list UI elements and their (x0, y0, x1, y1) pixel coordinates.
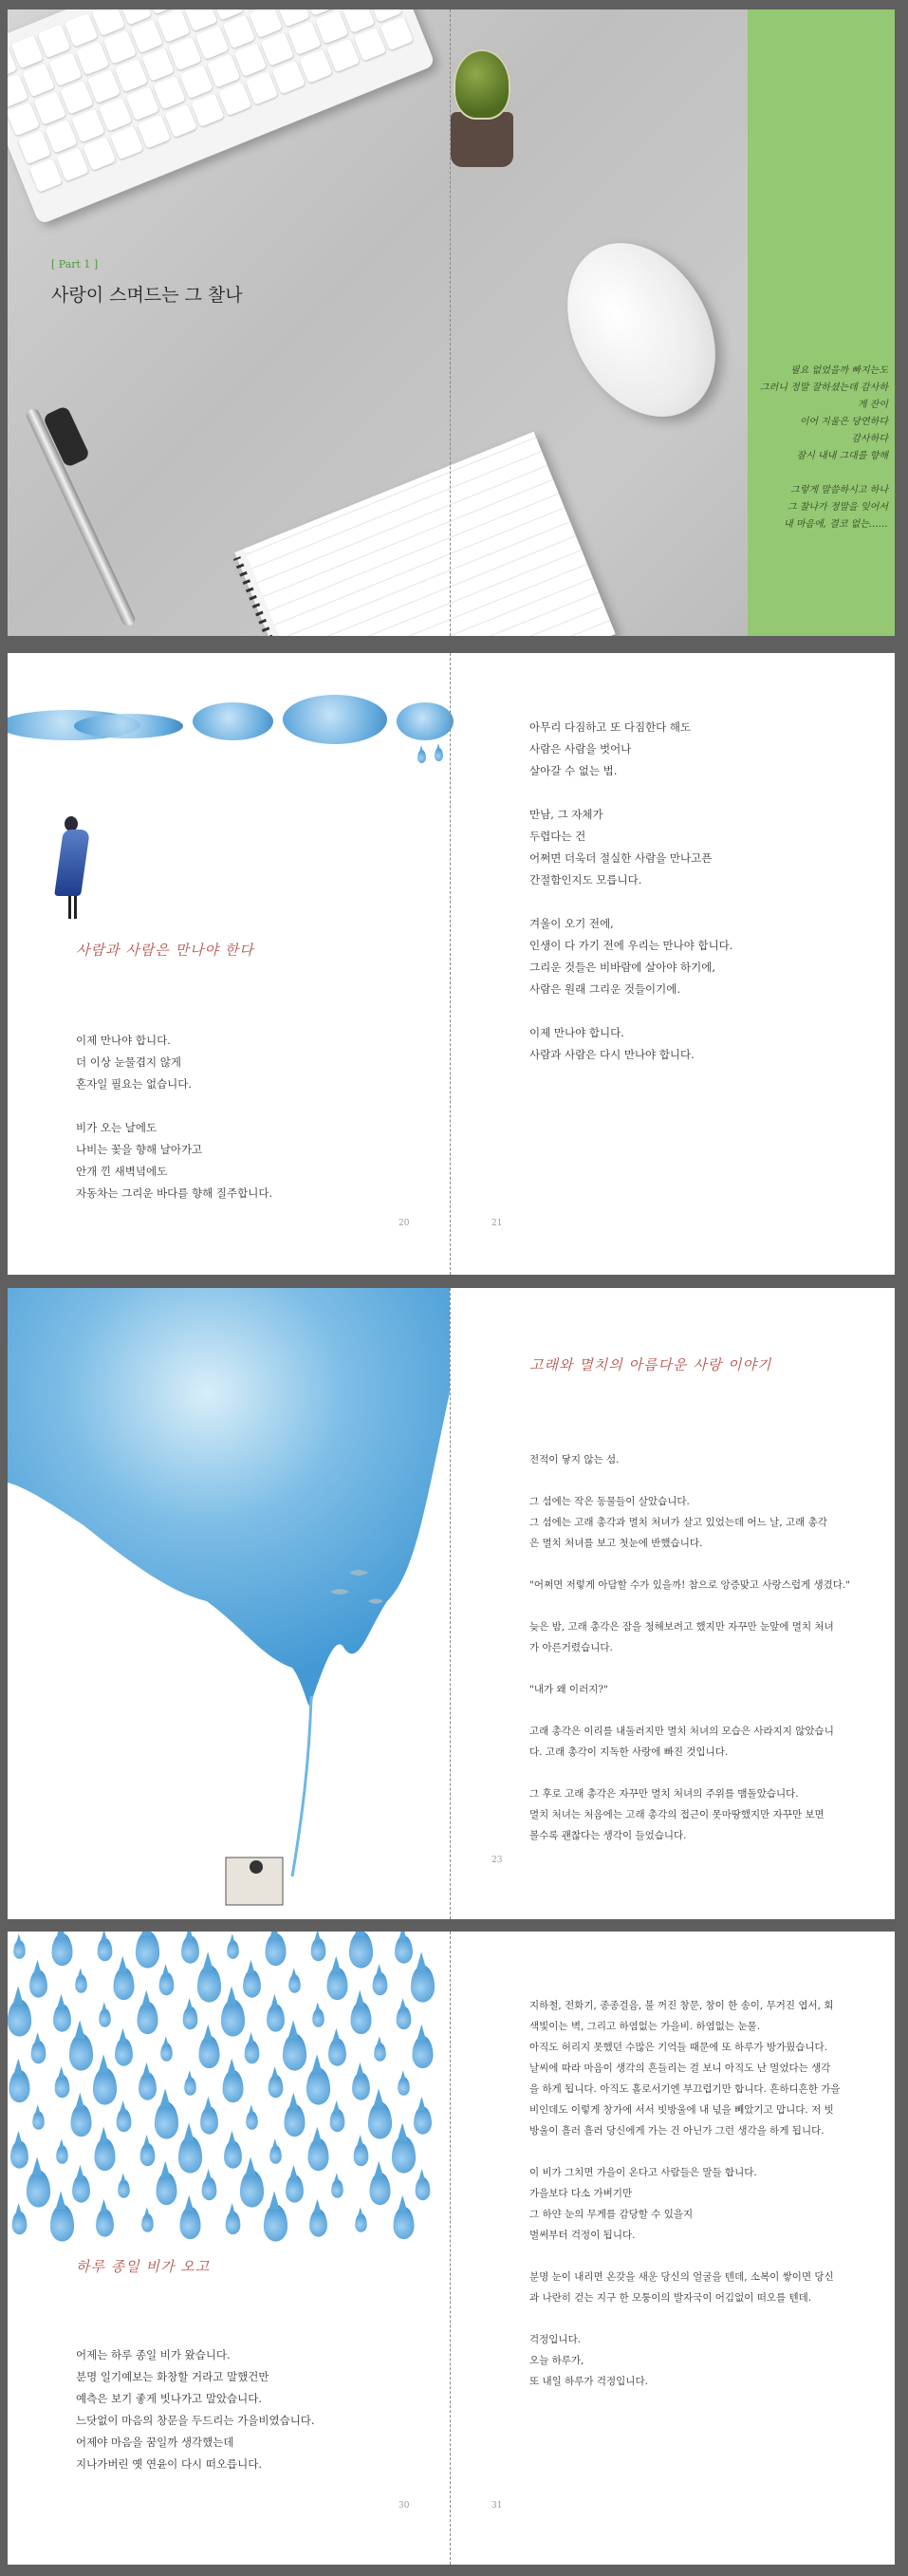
spread-part-opener (8, 9, 895, 636)
raindrop-icon (69, 2033, 93, 2070)
cactus-pot (451, 112, 513, 167)
page-fold-line (450, 653, 451, 1275)
raindrop-icon (53, 2004, 71, 2031)
chapter-title: 하루 종일 비가 오고 (76, 2258, 211, 2275)
raindrop-icon (72, 2175, 90, 2202)
raindrop-icon (416, 2177, 431, 2201)
raindrop-icon (269, 2075, 284, 2099)
raindrop-icon (331, 2179, 343, 2198)
raindrop-icon (139, 2072, 157, 2100)
page-fold-line (450, 9, 451, 636)
spread-people-must-meet (8, 653, 895, 1275)
page-fold-line (450, 1288, 451, 1919)
raindrop-icon (93, 2067, 117, 2104)
left-page-text: 이제 만나야 합니다. 더 이상 눈물겹지 않게 혼자일 필요는 없습니다. 비가 오는 날에도 나비는 꽃을 향해 날아가고 안개 낀 새벽녘에도 자동차는 그리운 바다를 향해 질주합니다. (76, 1034, 273, 1200)
raindrop-icon (264, 2204, 287, 2241)
raindrop-icon (181, 1935, 199, 1963)
raindrop-icon (307, 2138, 328, 2171)
raindrop-icon (392, 2136, 416, 2173)
raindrop-icon (246, 2111, 258, 2130)
spread-whale-anchovy (8, 1288, 895, 1919)
raindrop-icon (226, 2212, 241, 2235)
raindrop-icon (12, 2212, 28, 2235)
raindrop-icon (243, 1969, 261, 1997)
raindrop-icon (202, 2177, 217, 2201)
raindrop-icon (156, 2173, 176, 2205)
raindrop-icon (368, 2101, 392, 2138)
page-number-right: 23 (491, 1856, 503, 1865)
raindrop-icon (309, 2209, 327, 2236)
raindrop-icon (393, 2207, 414, 2239)
raindrop-icon (10, 2140, 28, 2168)
raindrop-icon (51, 1933, 72, 1966)
raindrop-icon (374, 2043, 386, 2062)
raindrop-icon (222, 2070, 243, 2102)
raindrop-icon (75, 1974, 87, 1993)
raindrop-icon (98, 1938, 113, 1962)
raindrop-icon (328, 2038, 346, 2065)
part-title: 사랑이 스며드는 그 찰나 (51, 285, 243, 306)
page-number-right: 21 (491, 1219, 503, 1228)
raindrop-icon (184, 2077, 196, 2096)
raindrop-icon (240, 2170, 264, 2207)
right-page-text: 지하철, 전화기, 종종걸음, 불 꺼진 창문, 창이 한 송이, 무거진 엽서, 회 색빛이는 벽, 그리고 하염없는 가을비. 하염없는 눈물. 아직도 허리지 못했던 수많은 기억들 때문에 또 하루가 방가웠습니다. 날씨에 따라 마음이 생각의 흔들리는 걸 보니 아직도 난 멀었다는 생각 을 하게 됩니다. 아직도 홀로서기엔 부끄럽기만 합니다. 흔하디흔한 가을 비인데도 이렇게 창가에 서서 빗방울에 내 넋을 빼았기고 맙니다. 저 빗 방울이 흘러 흘러 당신에게 가는 건 아닌가 그런 생각을 하게 됩니다. 이 비가 그치면 가을이 온다고 사람들은 말들 합니다. 가을보다 다소 가벼기만 그 하얀 눈의 무게를 감당할 수 있을지 벌써부터 걱정이 됩니다. 분명 눈이 내리면 온갖을 새운 당신의 얼굴을 텐데, 소복이 쌓이면 당신 과 나란히 걷는 지구 한 모퉁이의 발자국이 어김없이 떠오를 텐데. 걱정입니다. 오늘 하루가, 또 내일 하루가 걱정입니다. (529, 2000, 841, 2387)
raindrop-icon (288, 1974, 301, 1993)
cloud-illustration (193, 702, 273, 740)
raindrop-icon (117, 2109, 132, 2133)
raindrop-icon (200, 2106, 218, 2134)
raindrop-icon (411, 1965, 435, 2002)
raindrop-icon (373, 1972, 388, 1996)
raindrop-icon (113, 1968, 134, 2000)
page-number-left: 30 (398, 2501, 410, 2511)
raindrop-icon (197, 1965, 221, 2002)
cactus-photo (454, 49, 510, 120)
raindrop-icon (245, 2041, 260, 2064)
mouse-photo (538, 216, 746, 443)
chapter-title: 사람과 사람은 만나야 한다 (76, 942, 254, 959)
raindrop-icon (330, 2109, 345, 2133)
raindrop-icon (312, 2008, 324, 2027)
raindrop-icon (395, 1935, 413, 1963)
raindrop-icon (350, 2002, 371, 2034)
right-page-text: 전적이 닿지 않는 섬. 그 섬에는 작은 동물들이 살았습니다. 그 섬에는 고래 총각과 멸치 처녀가 살고 있었는데 어느 날, 고래 총각 은 멸치 처녀를 보고 첫눈에 반했습니다. "어쩌면 저렇게 아담할 수가 있을까! 참으로 앙증맞고 사랑스럽게 생겼다." 늦은 밤, 고래 총각은 잠을 청해보려고 했지만 자꾸만 눈앞에 멸치 처녀 가 아른거렸습니다. "내가 왜 이러지?" 고래 총각은 이리를 내둘러지만 멸치 처녀의 모습은 사라지지 않았습니 다. 고래 총각이 지독한 사랑에 빠진 것입니다. 그 후로 고래 총각은 자꾸만 멸치 처녀의 주위를 맴돌았습니다. 멸치 처녀는 처음에는 고래 총각의 접근이 못마땅했지만 자꾸만 보면 볼수록 괜찮다는 생각이 들었습니다. (529, 1454, 851, 1841)
raindrop-icon (311, 1938, 326, 1962)
page-fold-line (450, 1932, 451, 2565)
raindrop-icon (137, 2002, 158, 2034)
raindrop-icon (283, 2033, 306, 2070)
raindrop-icon (55, 2075, 70, 2099)
cloud-illustration (74, 714, 183, 738)
notebook-photo (234, 432, 615, 636)
raindrop-icon (140, 2143, 156, 2167)
chapter-title: 고래와 멸치의 아름다운 사랑 이야기 (529, 1356, 772, 1373)
raindrop-icon (99, 2008, 111, 2027)
cloaked-figure-illustration (59, 816, 83, 921)
handwritten-note: 필요 없었을까 빠지는도 그러니 정말 잘하셨는데 감사하게 잔이 이어 지울은 당연하다 감사하다 잠시 내내 그대를 향해 그렇게 말씀하시고 하나 그 찰나가 정말을 잊어서 내 마음에, 결코 없는…… (759, 365, 888, 530)
raindrop-icon (32, 2111, 45, 2130)
raindrop-icon (159, 1972, 175, 1996)
raindrop-icon (115, 2038, 133, 2065)
green-panel (748, 9, 895, 636)
raindrop-icon (286, 2175, 304, 2202)
raindrop-icon (118, 2179, 130, 2198)
raindrop-icon (96, 2209, 114, 2236)
raindrop-icon (227, 1940, 239, 1959)
raindrop-icon (326, 1968, 347, 2000)
raindrop-icon (349, 1932, 373, 1969)
raindrop-icon (369, 2173, 390, 2205)
raindrop-icon (352, 2072, 370, 2100)
cloud-illustration (283, 695, 387, 744)
raindrop-icon (284, 2104, 305, 2137)
raindrop-icon (417, 750, 426, 763)
raindrop-icon (198, 2036, 219, 2068)
raindrop-icon (56, 2145, 68, 2164)
raindrop-icon (269, 2145, 282, 2164)
raindrop-icon (141, 2213, 154, 2232)
raindrop-icon (31, 2041, 46, 2064)
raindrop-icon (435, 748, 443, 761)
raindrop-icon (306, 2067, 330, 2104)
raindrop-icon (50, 2204, 74, 2241)
raindrop-icon (265, 1933, 286, 1966)
raindrop-icon (267, 2004, 285, 2031)
raindrop-icon (178, 2136, 202, 2173)
cloud-illustration (397, 702, 454, 740)
raindrop-icon (183, 2007, 198, 2030)
raindrop-icon (179, 2207, 200, 2239)
raindrop-icon (414, 2106, 432, 2134)
raindrop-icon (94, 2138, 115, 2171)
raindrop-icon (8, 1999, 31, 2036)
watercolor-sky-illustration (8, 1288, 450, 1919)
page-number-right: 31 (491, 2501, 503, 2511)
raindrop-icon (13, 1940, 26, 1959)
raindrop-icon (70, 2104, 91, 2137)
raindrop-icon (354, 2143, 369, 2167)
raindrop-icon (412, 2036, 433, 2068)
raindrop-icon (27, 2170, 50, 2207)
spread-rain-all-day (8, 1932, 895, 2565)
raindrop-icon (9, 2070, 29, 2102)
raindrop-icon (221, 1999, 245, 2036)
right-page-text: 아무리 다짐하고 또 다짐한다 해도 사람은 사람을 벗어나 살아갈 수 없는 법. 만남, 그 자체가 두렵다는 건 어쩌면 더욱더 절실한 사람을 만나고픈 간절함인지도 모릅니다. 겨울이 오기 전에, 인생이 다 가기 전에 우리는 만나야 합니다. 그리운 것들은 비바람에 살아야 하기에, 사람은 원래 그리운 것들이기에. 이제 만나야 합니다. 사람과 사람은 다시 만나야 합니다. (529, 720, 733, 1061)
raindrop-icon (224, 2140, 242, 2168)
raindrop-icon (397, 2007, 412, 2030)
raindrop-icon (136, 1932, 159, 1969)
page-number-left: 20 (398, 1219, 410, 1228)
raindrop-icon (355, 2213, 367, 2232)
raindrop-icon (398, 2077, 410, 2096)
keyboard-photo (8, 9, 435, 225)
raindrop-icon (29, 1969, 47, 1997)
left-page-text: 어제는 하루 종일 비가 왔습니다. 분명 일기예보는 화창할 거라고 말했건만 예측은 보기 좋게 빗나가고 말았습니다. 느닷없이 마음의 창문을 두드리는 가을비였습니다. 어제야 마음을 꿈일까 생각했는데 지나가버린 옛 연윤이 다시 떠오릅니다. (76, 2348, 315, 2471)
raindrop-icon (160, 2043, 173, 2062)
raindrop-icon (155, 2101, 178, 2138)
part-label: [ Part 1 ] (51, 258, 99, 271)
